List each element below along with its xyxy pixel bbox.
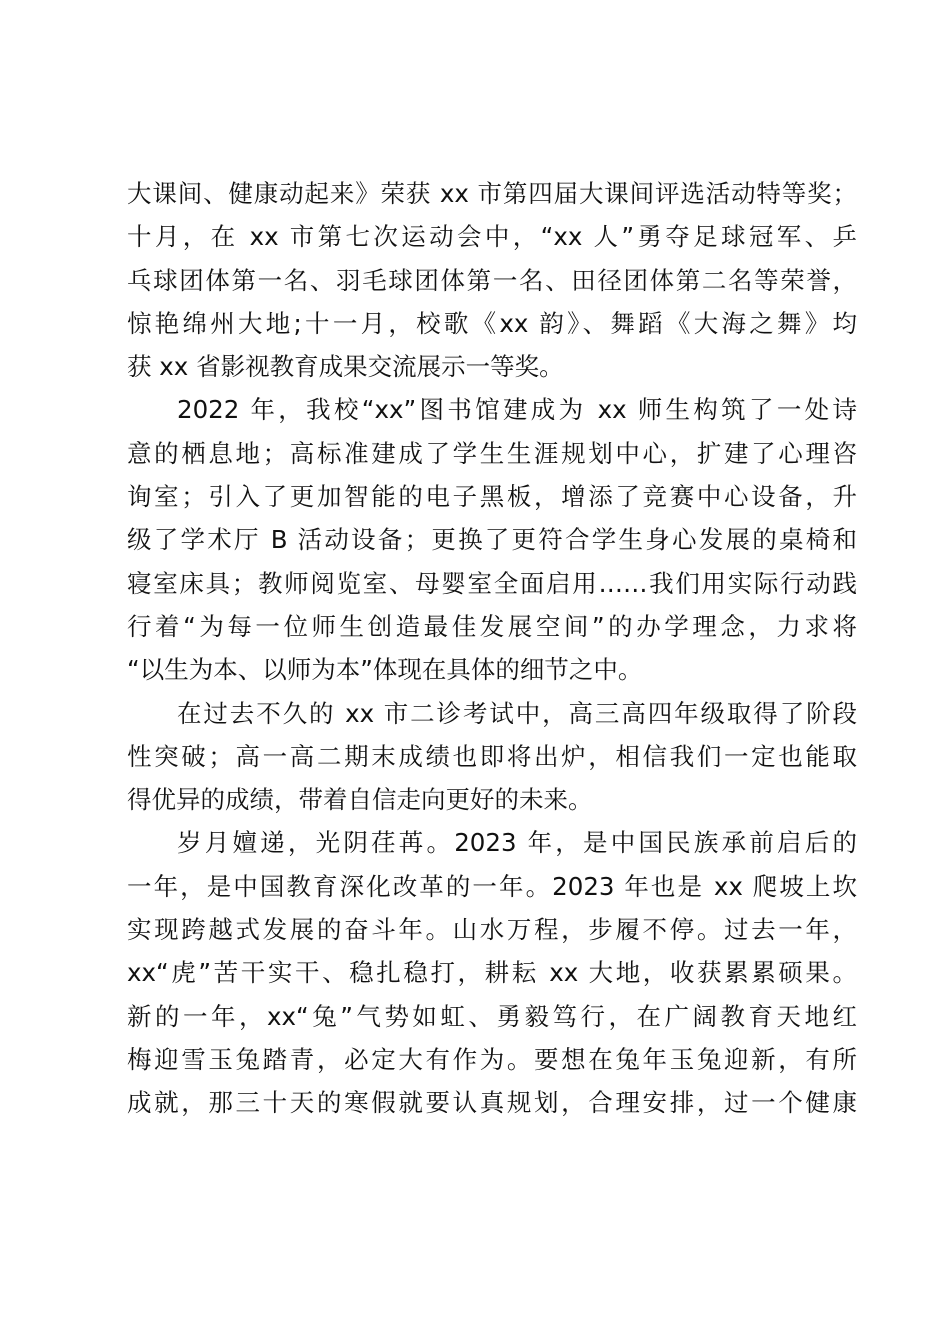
paragraph: [127, 388, 857, 691]
text-line: 级了学术厅 B 活动设备；更换了更符合学生身心发展的桌椅和: [127, 525, 857, 555]
text-line: 行着“为每一位师生创造最佳发展空间”的办学理念，力求将: [127, 611, 857, 641]
text-line: 十月，在 xx 市第七次运动会中，“xx 人”勇夺足球冠军、乒: [127, 222, 857, 252]
body-text: [127, 172, 857, 1125]
text-line: 性突破；高一高二期末成绩也即将出炉，相信我们一定也能取: [127, 741, 857, 771]
text-line: 乓球团体第一名、羽毛球团体第一名、田径团体第二名等荣誉，: [127, 265, 857, 295]
text-line: 2022 年，我校“xx”图书馆建成为 xx 师生构筑了一处诗: [177, 395, 857, 425]
text-line: 实现跨越式发展的奋斗年。山水万程，步履不停。过去一年，: [127, 915, 857, 945]
text-line: “以生为本、以师为本”体现在具体的细节之中。: [127, 655, 643, 685]
paragraph: [127, 692, 857, 822]
text-line: 在过去不久的 xx 市二诊考试中，高三高四年级取得了阶段: [177, 698, 857, 728]
text-line: 梅迎雪玉兔踏青，必定大有作为。要想在兔年玉兔迎新，有所: [127, 1044, 857, 1074]
text-line: 获 xx 省影视教育成果交流展示一等奖。: [127, 352, 564, 382]
text-line: 一年，是中国教育深化改革的一年。2023 年也是 xx 爬坡上坎: [127, 871, 857, 901]
text-line: 惊艳绵州大地;十一月，校歌《xx 韵》、舞蹈《大海之舞》均: [127, 308, 857, 338]
text-line: 得优异的成绩，带着自信走向更好的未来。: [127, 785, 593, 815]
paragraph: [127, 172, 857, 388]
text-line: xx“虎”苦干实干、稳扎稳打，耕耘 xx 大地，收获累累硕果。: [127, 958, 857, 988]
text-line: 新的一年，xx“兔”气势如虹、勇毅笃行，在广阔教育天地红: [127, 1001, 857, 1031]
text-line: 寝室床具；教师阅览室、母婴室全面启用……我们用实际行动践: [127, 568, 857, 598]
text-line: 大课间、健康动起来》荣获 xx 市第四届大课间评选活动特等奖；: [127, 179, 857, 208]
text-line: 意的栖息地；高标准建成了学生生涯规划中心，扩建了心理咨: [127, 438, 857, 468]
text-line: 岁月嬗递，光阴荏苒。2023 年，是中国民族承前启后的: [177, 828, 857, 858]
text-line: 成就，那三十天的寒假就要认真规划，合理安排，过一个健康: [127, 1088, 857, 1118]
paragraph: [127, 821, 857, 1124]
text-line: 询室；引入了更加智能的电子黑板，增添了竞赛中心设备，升: [127, 482, 857, 512]
